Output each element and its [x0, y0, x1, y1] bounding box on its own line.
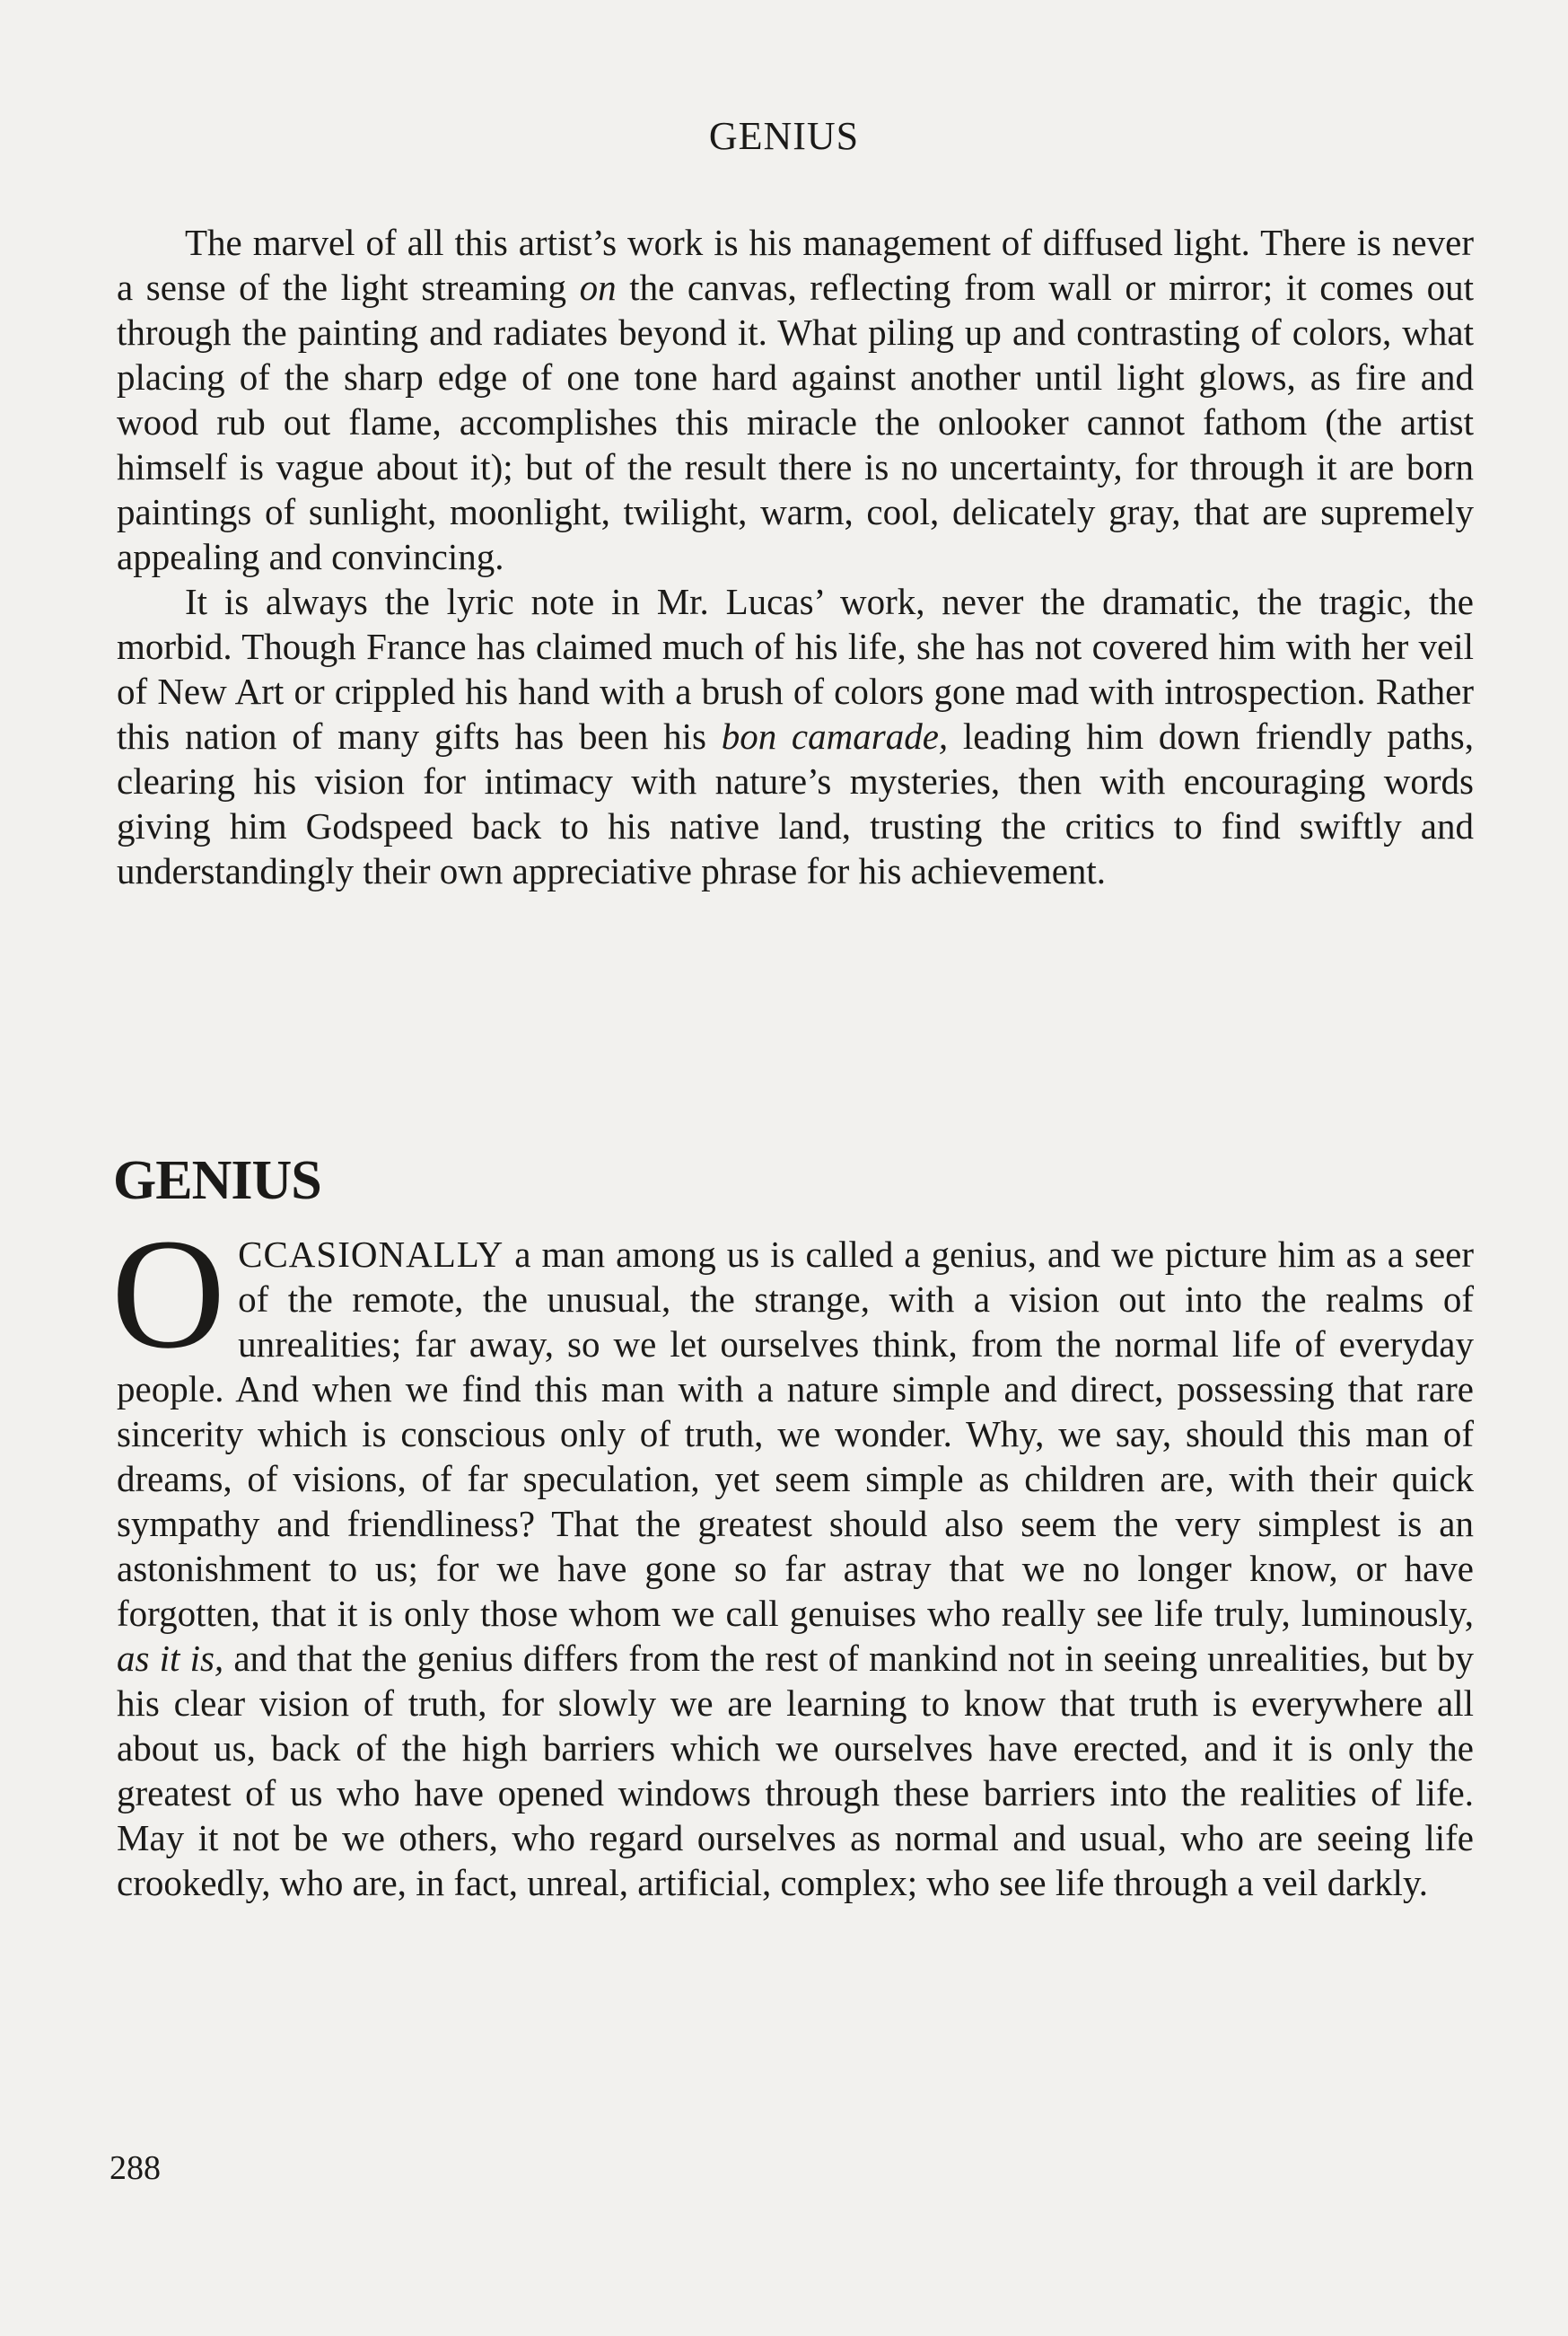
paragraph-one-italic: on [579, 267, 617, 308]
genius-text-a: a man among us is called a genius, and we picture him as a seer of the remote, the unusual, the strange, with a vision out into the realms of unrealities; far away, so we let ourselves think, from the normal life of everyday people. And when we find this man with a nature simple and direct, possessing that rare sincerity which is conscious only of truth, we wonder. Why, we say, should this man of dreams, of visions, of far speculation, yet seem simple as children are, with their quick sympathy and friendliness? That the greatest should also seem the very simplest is an astonishment to us; for we have gone so far astray that we no longer know, or have forgotten, that it is only those whom we call genuises who really see life truly, luminously, [117, 1234, 1474, 1634]
drop-cap: O [111, 1207, 226, 1382]
paragraph-one-text-b: the canvas, reflecting from wall or mirror; it comes out through the painting and radiates beyond it. What piling up and contrasting of colors, what placing of the sharp edge of one tone hard against another until light glows, as fire and wood rub out flame, accomplishes this miracle the onlooker cannot fathom (the artist himself is vague about it); but of the result there is no uncertainty, for through it are born paintings of sunlight, moonlight, twilight, warm, cool, delicately gray, that are supremely appealing and convincing. [117, 267, 1474, 577]
paragraph-two-text-b: leading him down friendly paths, clearing his vision for intimacy with nature’s mysteries, then with encouraging words giving him Godspeed back to his native land, trusting the critics to find swiftly and understandingly their own appreciative phrase for his achievement. [117, 716, 1474, 891]
paragraph-lyric-note [117, 579, 1474, 893]
page-number: 288 [109, 2149, 161, 2187]
paragraph-two-text-a: It is always the lyric note in Mr. Lucas’ work, never the dramatic, the tragic, the morbid. Though France has claimed much of his life, she has not covered him with her veil of New Art or crippled his hand with a brush of colors gone mad with introspection. Rather this nation of many gifts has been his [117, 581, 1474, 757]
article-continuation [117, 220, 1474, 893]
paragraph-diffused-light [117, 220, 1474, 579]
running-head: GENIUS [708, 114, 860, 158]
section-title: GENIUS [113, 1150, 321, 1211]
genius-section [111, 1207, 1474, 1905]
genius-text-b: and that the genius differs from the rest of mankind not in seeing unrealities, but by his clear vision of truth, for slowly we are learning to know that truth is everywhere all about us, back of the high barriers which we ourselves have erected, and it is only the greatest of us who have opened windows through these barriers into the realities of life. May it not be we others, who regard ourselves as normal and usual, who are seeing life crookedly, who are, in fact, unreal, artificial, complex; who see life through a veil darkly. [117, 1638, 1474, 1903]
paragraph-genius [111, 1207, 1474, 1905]
lead-in-caps: CCASIONALLY [238, 1234, 504, 1275]
genius-italic: as it is, [117, 1638, 224, 1679]
paragraph-one-text-a: The marvel of all this artist’s work is his management of diffused light. There is never a sense of the light streaming [117, 222, 1474, 308]
paragraph-two-italic: bon camarade, [721, 716, 949, 757]
